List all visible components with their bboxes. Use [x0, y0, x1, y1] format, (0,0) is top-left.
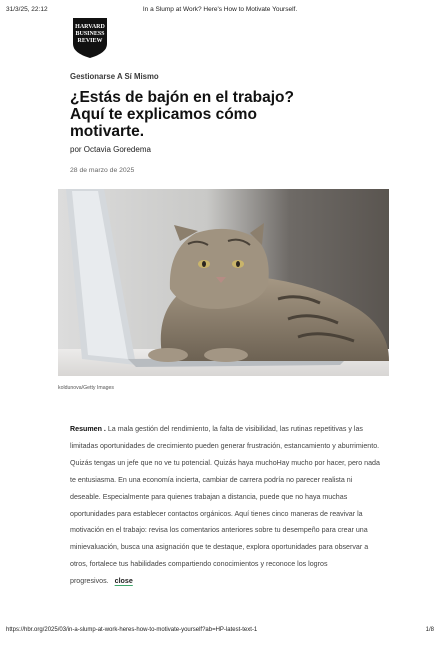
- article-summary: [70, 421, 382, 590]
- logo-line-1: HARVARD: [75, 24, 105, 30]
- image-credit: koldunova/Getty Images: [58, 385, 114, 391]
- print-page-counter: 1/8: [425, 627, 434, 633]
- hero-image: [58, 189, 389, 376]
- summary-text: La mala gestión del rendimiento, la falta de visibilidad, las rutinas repetitivas y las limitadas oportunidades de crecimiento pueden generar frustración, estancamiento y aburrimiento. Quizás tengas un jefe que no ve tu potencial. Quizás haya muchoHay mucho por hacer, pero nada te entusiasma. En una economía incierta, cambiar de carrera podría no parecer realista ni deseable. Especialmente para quienes trabajan a distancia, puede que no haya muchas oportunidades para establecer contactos orgánicos. Aquí tienes cinco maneras de reavivar la motivación en el trabajo: revisa los comentarios anteriores sobre tu desempeño para crear una minievaluación, busca una asignación que te destaque, explora oportunidades para observar a otros, fortalece tus habilidades compartiendo conocimientos y reconoce los logros progresivos.: [70, 425, 380, 586]
- article-byline[interactable]: por Octavia Goredema: [70, 145, 151, 154]
- logo-line-2: BUSINESS: [75, 31, 105, 37]
- print-url: https://hbr.org/2025/03/in-a-slump-at-work-heres-how-to-motivate-yourself?ab=HP-latest-text-1: [6, 627, 258, 633]
- logo-line-3: REVIEW: [77, 38, 103, 44]
- summary-close-link[interactable]: close: [114, 577, 133, 586]
- print-document-title: In a Slump at Work? Here's How to Motivate Yourself.: [142, 6, 298, 13]
- print-datetime: 31/3/25, 22:12: [6, 6, 48, 13]
- article-date: 28 de marzo de 2025: [70, 167, 135, 174]
- article-headline: ¿Estás de bajón en el trabajo? Aquí te explicamos cómo motivarte.: [70, 89, 294, 140]
- cat-on-laptop-photo: [58, 189, 389, 376]
- hbr-logo-icon: [72, 17, 108, 59]
- article-category[interactable]: Gestionarse A Sí Mismo: [70, 72, 159, 81]
- print-footer: [6, 627, 434, 639]
- summary-label: Resumen .: [70, 425, 106, 433]
- print-header: [6, 6, 434, 18]
- hbr-shield-logo[interactable]: [72, 17, 108, 59]
